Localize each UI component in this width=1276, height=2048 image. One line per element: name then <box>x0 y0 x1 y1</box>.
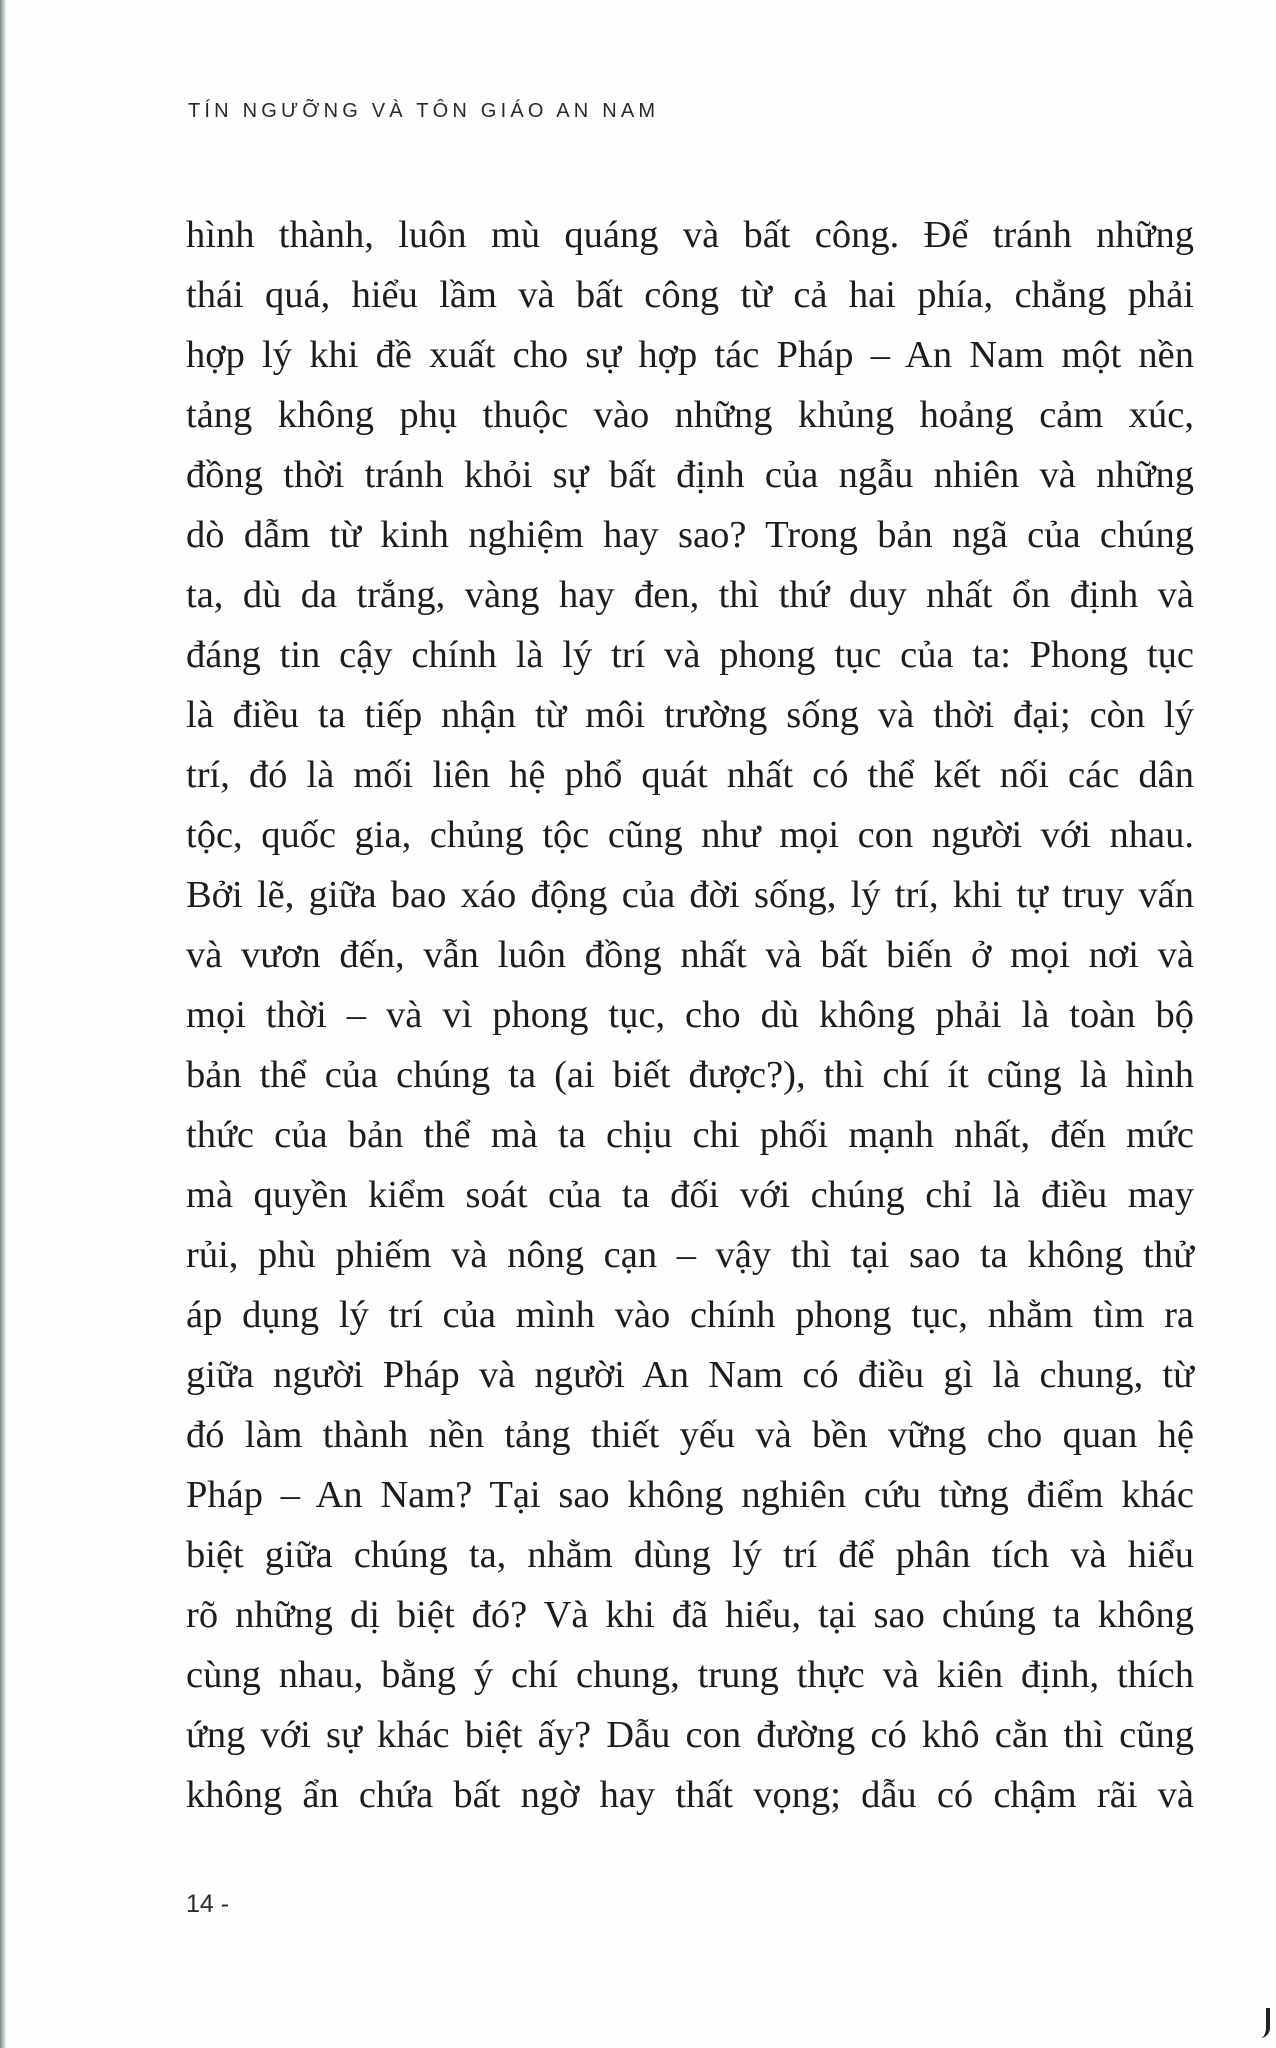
text-line: cùng nhau, bằng ý chí chung, trung thực và kiên định, thích <box>186 1654 1194 1696</box>
text-line: thái quá, hiểu lầm và bất công từ cả hai phía, chẳng phải <box>186 274 1194 316</box>
text-line: dò dẫm từ kinh nghiệm hay sao? Trong bản ngã của chúng <box>186 514 1194 556</box>
text-line: hợp lý khi đề xuất cho sự hợp tác Pháp – An Nam một nền <box>186 334 1194 376</box>
page-corner-mark <box>1258 2008 1270 2038</box>
text-line: trí, đó là mối liên hệ phổ quát nhất có thể kết nối các dân <box>186 754 1194 796</box>
text-line: là điều ta tiếp nhận từ môi trường sống và thời đại; còn lý <box>186 694 1194 736</box>
text-line: Pháp – An Nam? Tại sao không nghiên cứu từng điểm khác <box>186 1474 1194 1516</box>
text-line: Bởi lẽ, giữa bao xáo động của đời sống, lý trí, khi tự truy vấn <box>186 874 1194 916</box>
text-line: mà quyền kiểm soát của ta đối với chúng chỉ là điều may <box>186 1174 1194 1216</box>
text-line: tảng không phụ thuộc vào những khủng hoảng cảm xúc, <box>186 394 1194 436</box>
page-edge-shadow <box>0 0 6 2048</box>
text-line: và vươn đến, vẫn luôn đồng nhất và bất biến ở mọi nơi và <box>186 934 1194 976</box>
running-header: TÍN NGƯỠNG VÀ TÔN GIÁO AN NAM <box>188 100 660 122</box>
page-number: 14 - <box>186 1890 230 1918</box>
text-line: tộc, quốc gia, chủng tộc cũng như mọi con người với nhau. <box>186 814 1194 856</box>
text-line: hình thành, luôn mù quáng và bất công. Để tránh những <box>186 214 1194 256</box>
text-line: đáng tin cậy chính là lý trí và phong tục của ta: Phong tục <box>186 634 1194 676</box>
text-line: áp dụng lý trí của mình vào chính phong tục, nhằm tìm ra <box>186 1294 1194 1336</box>
text-line: mọi thời – và vì phong tục, cho dù không phải là toàn bộ <box>186 994 1194 1036</box>
text-line: rủi, phù phiếm và nông cạn – vậy thì tại sao ta không thử <box>186 1234 1194 1276</box>
text-line: rõ những dị biệt đó? Và khi đã hiểu, tại sao chúng ta không <box>186 1594 1194 1636</box>
text-line: ứng với sự khác biệt ấy? Dẫu con đường có khô cằn thì cũng <box>186 1714 1194 1756</box>
text-line: không ẩn chứa bất ngờ hay thất vọng; dẫu có chậm rãi và <box>186 1774 1194 1816</box>
text-line: bản thể của chúng ta (ai biết được?), thì chí ít cũng là hình <box>186 1054 1194 1096</box>
body-paragraph <box>186 205 1194 1825</box>
text-line: đó làm thành nền tảng thiết yếu và bền vững cho quan hệ <box>186 1414 1194 1456</box>
text-line: thức của bản thể mà ta chịu chi phối mạnh nhất, đến mức <box>186 1114 1194 1156</box>
text-line: ta, dù da trắng, vàng hay đen, thì thứ duy nhất ổn định và <box>186 574 1194 616</box>
text-line: đồng thời tránh khỏi sự bất định của ngẫu nhiên và những <box>186 454 1194 496</box>
text-line: biệt giữa chúng ta, nhằm dùng lý trí để phân tích và hiểu <box>186 1534 1194 1576</box>
text-line: giữa người Pháp và người An Nam có điều gì là chung, từ <box>186 1354 1194 1396</box>
